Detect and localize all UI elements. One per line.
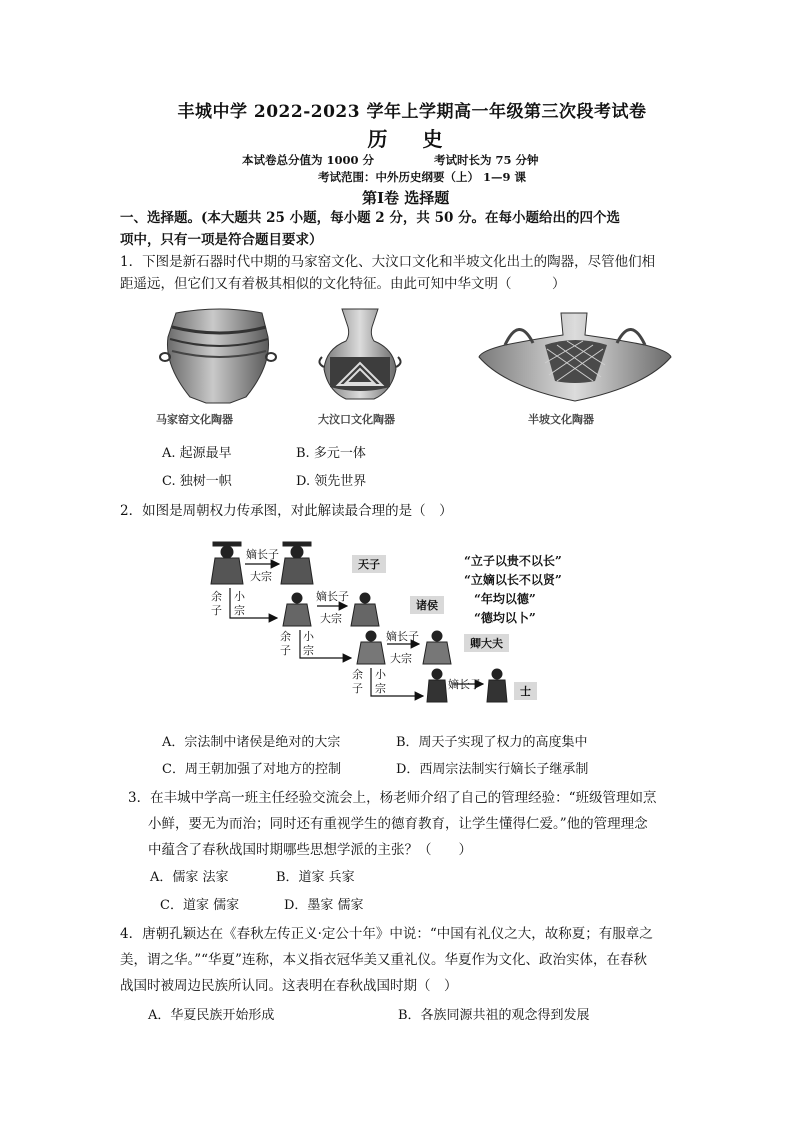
rank-tianzi: 天子 xyxy=(352,555,386,573)
diagram-major-2: 大宗 xyxy=(320,612,342,625)
diagram-minor-3: 小宗 xyxy=(375,668,386,695)
q3-stem-line3: 中蕴含了春秋战国时期哪些思想学派的主张？（ ） xyxy=(148,842,472,858)
rank-zhuhou: 诸侯 xyxy=(410,596,444,614)
quote-1: “立子以贵不以长” xyxy=(464,554,562,568)
banpo-pot xyxy=(479,313,671,401)
caption-majiayao: 马家窑文化陶器 xyxy=(156,413,233,426)
q2-option-a[interactable]: A．宗法制中诸侯是绝对的大宗 xyxy=(162,735,341,750)
q1-option-d[interactable]: D. 领先世界 xyxy=(296,474,367,489)
quote-4: “德均以卜” xyxy=(474,611,536,625)
q4-stem-line1: 4．唐朝孔颖达在《春秋左传正义·定公十年》中说：“中国有礼仪之大，故称夏；有服章之 xyxy=(120,926,653,942)
caption-banpo: 半坡文化陶器 xyxy=(528,413,594,426)
figure-minister-1 xyxy=(357,631,385,664)
diagram-heir-1: 嫡长子 xyxy=(246,548,279,561)
rank-shi: 士 xyxy=(514,682,537,700)
q3-stem-line2: 小鲜，要无为而治；同时还有重视学生的德育教育，让学生懂得仁爱。”他的管理理念 xyxy=(148,816,648,832)
exam-duration: 考试时长为 75 分钟 xyxy=(434,153,539,167)
figure-king-2 xyxy=(281,542,313,584)
caption-dawenkou: 大汶口文化陶器 xyxy=(318,413,395,426)
diagram-other-sons-1: 余子 xyxy=(211,590,222,617)
subject-title: 历 史 xyxy=(367,127,457,151)
diagram-major-1: 大宗 xyxy=(250,570,272,583)
total-score: 本试卷总分值为 1000 分 xyxy=(242,153,375,167)
q4-stem-line3: 战国时被周边民族所认同。这表明在春秋战国时期（ ） xyxy=(120,978,458,994)
q1-option-c[interactable]: C. 独树一帜 xyxy=(162,474,232,489)
q3-option-c[interactable]: C．道家 儒家 xyxy=(160,898,240,913)
figure-lord-1 xyxy=(283,593,311,626)
figure-minister-2 xyxy=(423,631,451,664)
q2-option-c[interactable]: C．周王朝加强了对地方的控制 xyxy=(162,762,341,777)
figure-shi-2 xyxy=(487,669,507,702)
figure-lord-2 xyxy=(351,593,379,626)
rank-qingdafu: 卿大夫 xyxy=(464,634,509,652)
q4-option-a[interactable]: A．华夏民族开始形成 xyxy=(148,1008,275,1023)
diagram-heir-4: 嫡长子 xyxy=(448,678,481,691)
q2-stem: 2．如图是周朝权力传承图，对此解读最合理的是（ ） xyxy=(120,503,453,519)
q1-option-b[interactable]: B. 多元一体 xyxy=(296,446,366,461)
exam-title: 丰城中学 2022-2023 学年上学期高一年级第三次段考试卷 xyxy=(177,102,647,122)
dawenkou-pot xyxy=(319,309,400,399)
section-intro-line1: 一、选择题。(本大题共 25 小题，每小题 2 分，共 50 分。在每小题给出的四个选 xyxy=(120,210,621,226)
q1-option-a[interactable]: A. 起源最早 xyxy=(162,446,232,461)
majiayao-pot xyxy=(160,309,276,403)
q2-option-d[interactable]: D．西周宗法制实行嫡长子继承制 xyxy=(396,762,589,777)
q4-option-b[interactable]: B．各族同源共祖的观念得到发展 xyxy=(398,1008,590,1023)
q1-stem-line2: 距遥远，但它们又有着极其相似的文化特征。由此可知中华文明（ ） xyxy=(120,276,566,292)
q1-stem-line1: 1．下图是新石器时代中期的马家窑文化、大汶口文化和半坡文化出土的陶器，尽管他们相 xyxy=(120,254,656,270)
quote-2: “立嫡以长不以贤” xyxy=(464,573,562,587)
exam-scope: 考试范围：中外历史纲要（上） 1—9 课 xyxy=(318,170,527,184)
figure-king-1 xyxy=(211,542,243,584)
diagram-minor-2: 小宗 xyxy=(303,630,314,657)
diagram-heir-2: 嫡长子 xyxy=(316,590,349,603)
diagram-heir-3: 嫡长子 xyxy=(386,630,419,643)
q3-option-d[interactable]: D．墨家 儒家 xyxy=(284,898,364,913)
q3-stem-line1: 3．在丰城中学高一班主任经验交流会上，杨老师介绍了自己的管理经验：“班级管理如烹 xyxy=(128,790,657,806)
quote-3: “年均以德” xyxy=(474,592,536,606)
q3-option-b[interactable]: B．道家 兵家 xyxy=(276,870,355,885)
diagram-other-sons-3: 余子 xyxy=(352,668,363,695)
section-intro-line2: 项中，只有一项是符合题目要求） xyxy=(120,232,323,248)
q3-option-a[interactable]: A．儒家 法家 xyxy=(150,870,229,885)
diagram-minor-1: 小宗 xyxy=(234,590,245,617)
q2-option-b[interactable]: B．周天子实现了权力的高度集中 xyxy=(396,735,588,750)
section-title: 第Ⅰ卷 选择题 xyxy=(362,189,450,207)
diagram-other-sons-2: 余子 xyxy=(280,630,291,657)
q4-stem-line2: 美，谓之华。”“华夏”连称，本义指衣冠华美又重礼仪。华夏作为文化、政治实体，在春秋 xyxy=(120,952,647,968)
diagram-major-3: 大宗 xyxy=(390,652,412,665)
figure-shi-1 xyxy=(427,669,447,702)
